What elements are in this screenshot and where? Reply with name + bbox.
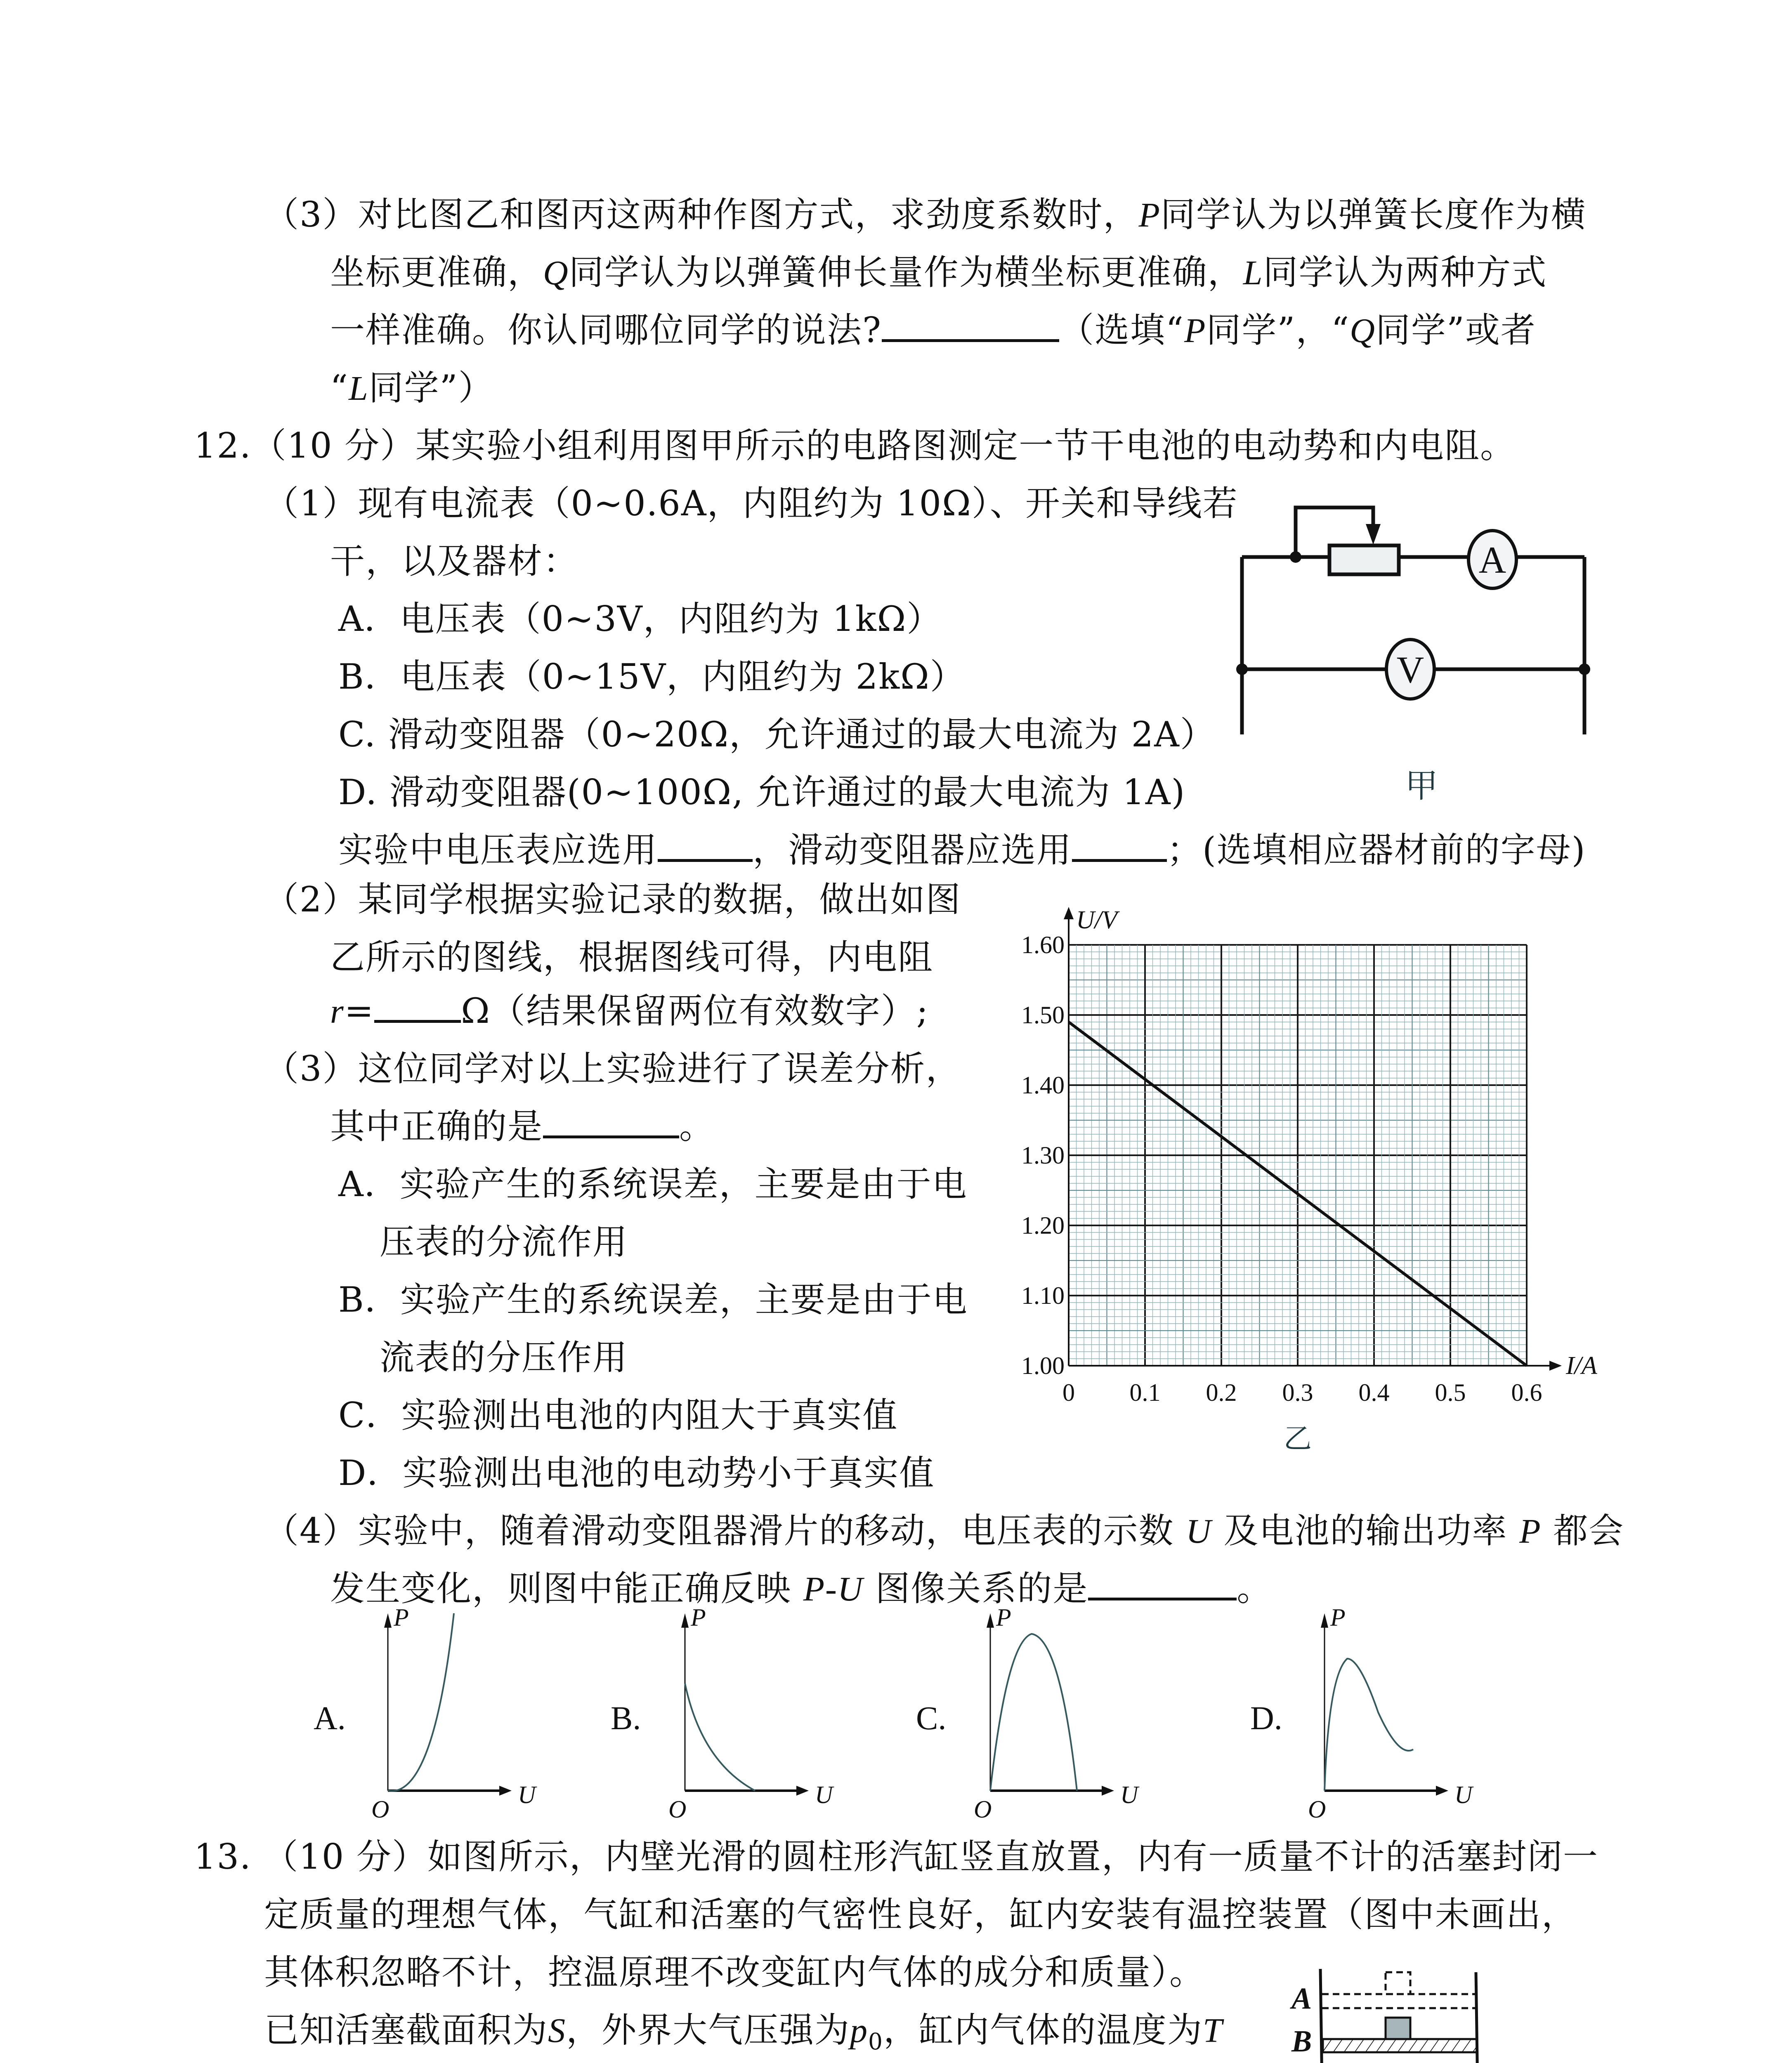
p-axis-label: P xyxy=(996,1609,1011,1631)
y-axis-label: U/V xyxy=(1076,906,1117,934)
q13-line2: 定质量的理想气体，气缸和活塞的气密性良好，缸内安装有温控装置（图中未画出， xyxy=(264,1894,1577,1935)
q12-option-c: C. 滑动变阻器（0~20Ω，允许通过的最大电流为 2A） xyxy=(338,714,1216,755)
u-axis-label: U xyxy=(1120,1781,1138,1808)
ammeter-label: A xyxy=(1478,539,1506,581)
junction-dot xyxy=(1290,551,1301,563)
q12-part3-line1: （3）这位同学对以上实验进行了误差分析， xyxy=(264,1048,961,1089)
q12-part1-line1: （1）现有电流表（0~0.6A，内阻约为 10Ω）、开关和导线若 xyxy=(264,483,1238,524)
y-axis-arrow-icon xyxy=(1064,907,1074,919)
q12-part3-option-a: A．实验产生的系统误差，主要是由于电 xyxy=(338,1164,968,1204)
circuit-caption: 甲 xyxy=(1405,767,1438,805)
rheostat-answer-blank[interactable] xyxy=(1072,830,1167,862)
y-tick-label: 1.10 xyxy=(1021,1282,1065,1309)
q12-part2-line1: （2）某同学根据实验记录的数据，做出如图 xyxy=(264,879,961,920)
q13-line3: 其体积忽略不计，控温原理不改变缸内气体的成分和质量）。 xyxy=(264,1952,1205,1992)
q12-part3-option-b-cont: 流表的分压作用 xyxy=(380,1337,628,1378)
x-tick-label: 0.2 xyxy=(1206,1379,1237,1406)
y-tick-label: 1.60 xyxy=(1021,931,1065,958)
x-tick-label: 0.6 xyxy=(1511,1379,1542,1406)
choice-graph xyxy=(363,1609,578,1824)
circuit-diagram xyxy=(1213,466,1609,734)
q12-part2-line2: 乙所示的图线，根据图线可得，内电阻 xyxy=(330,937,934,977)
p-axis-label: P xyxy=(691,1609,706,1631)
answer-blank[interactable] xyxy=(882,310,1059,342)
u-i-chart xyxy=(982,904,1626,1456)
resistance-answer-blank[interactable] xyxy=(374,991,461,1023)
x-tick-label: 0.3 xyxy=(1282,1379,1313,1406)
q12-part3-option-b: B．实验产生的系统误差，主要是由于电 xyxy=(338,1279,968,1320)
q11-part3-line2: 坐标更准确，Q同学认为以弹簧伸长量作为横坐标更准确，L同学认为两种方式 xyxy=(330,252,1547,293)
rheostat-body xyxy=(1329,545,1399,574)
u-axis-label: U xyxy=(518,1781,536,1808)
choice-graph xyxy=(1300,1609,1514,1824)
x-axis-label: I/A xyxy=(1566,1352,1597,1380)
u-axis-arrow-icon xyxy=(796,1786,809,1796)
pu-choice-c[interactable] xyxy=(916,1609,1205,1824)
q12-option-a: A．电压表（0~3V，内阻约为 1kΩ） xyxy=(338,599,942,639)
pu-choice-d[interactable] xyxy=(1250,1609,1539,1824)
q12-part4-line2: 发生变化，则图中能正确反映 P-U 图像关系的是 。 xyxy=(330,1568,1273,1609)
p-axis-arrow-icon xyxy=(1321,1613,1328,1628)
u-axis-arrow-icon xyxy=(499,1786,512,1796)
choice-label: B. xyxy=(611,1700,641,1737)
x-tick-label: 0.1 xyxy=(1129,1379,1161,1406)
y-tick-label: 1.30 xyxy=(1021,1142,1065,1169)
x-axis-arrow-icon xyxy=(1549,1361,1562,1371)
q12-part4-line1: （4）实验中，随着滑动变阻器滑片的移动，电压表的示数 U 及电池的输出功率 P 都会 xyxy=(264,1511,1624,1551)
origin-label: O xyxy=(371,1796,390,1823)
q13-line1: 13. （10 分）如图所示，内壁光滑的圆柱形汽缸竖直放置，内有一质量不计的活塞封闭一 xyxy=(194,1836,1598,1877)
chart-labels xyxy=(1076,906,1598,1454)
choice-graph xyxy=(660,1609,875,1824)
q12-part3-option-a-cont: 压表的分流作用 xyxy=(380,1222,628,1262)
x-tick-label: 0.4 xyxy=(1358,1379,1390,1406)
pu-curve xyxy=(1325,1659,1413,1791)
choice-label: D. xyxy=(1250,1700,1282,1737)
voltmeter-answer-blank[interactable] xyxy=(658,830,753,862)
origin-label: O xyxy=(1308,1796,1326,1823)
q12-option-d: D. 滑动变阻器(0~100Ω, 允许通过的最大电流为 1A) xyxy=(338,772,1186,812)
y-tick-label: 1.40 xyxy=(1021,1072,1065,1099)
y-tick-label: 1.50 xyxy=(1021,1001,1065,1029)
q12-part1-fill: 实验中电压表应选用 ，滑动变阻器应选用 ；(选填相应器材前的字母) xyxy=(338,830,1586,870)
u-axis-label: U xyxy=(815,1781,833,1808)
voltmeter-label: V xyxy=(1396,649,1424,691)
u-axis-label: U xyxy=(1454,1781,1473,1808)
p-axis-label: P xyxy=(1330,1609,1346,1631)
p-axis-arrow-icon xyxy=(384,1613,392,1628)
junction-dot xyxy=(1579,663,1590,675)
u-axis-arrow-icon xyxy=(1102,1786,1114,1796)
q12-part3-option-d: D．实验测出电池的电动势小于真实值 xyxy=(338,1453,935,1493)
q11-part3-line4: “L同学”） xyxy=(330,368,494,408)
choice-label: A. xyxy=(314,1700,346,1737)
u-axis-arrow-icon xyxy=(1436,1786,1448,1796)
q12-option-b: B．电压表（0~15V，内阻约为 2kΩ） xyxy=(338,656,966,697)
pu-choice-a[interactable] xyxy=(314,1609,602,1824)
p-axis-label: P xyxy=(394,1609,409,1631)
q13-p1: 已知活塞截面积为S，外界大气压强为$p_0$，缸内气体的温度为T xyxy=(264,2010,1223,2055)
origin-label: O xyxy=(974,1796,992,1823)
chart-grid xyxy=(1064,907,1562,1371)
p-axis-arrow-icon xyxy=(987,1613,994,1628)
q11-part3-line1: （3）对比图乙和图丙这两种作图方式，求劲度系数时，P同学认为以弹簧长度作为横 xyxy=(264,194,1587,235)
y-tick-label: 1.20 xyxy=(1021,1212,1065,1239)
q12-part3-option-c: C．实验测出电池的内阻大于真实值 xyxy=(338,1395,898,1435)
slider-arrow-icon xyxy=(1366,524,1381,545)
pu-choice-b[interactable] xyxy=(611,1609,900,1824)
y-tick-label: 1.00 xyxy=(1021,1352,1065,1379)
initial-mass-dashed xyxy=(1386,1972,1410,1994)
pu-curve xyxy=(990,1634,1077,1791)
q11-part3-line3: 一样准确。你认同哪位同学的说法? （选填“P同学”，“Q同学”或者 xyxy=(330,310,1536,350)
label-a: A xyxy=(1291,1982,1312,2016)
cylinder-figure xyxy=(1287,1964,1609,2063)
q12-part3-line2: 其中正确的是 。 xyxy=(330,1106,715,1147)
q12-part1-line2: 干，以及器材： xyxy=(330,541,579,581)
label-b: B xyxy=(1291,2025,1312,2058)
junction-dot xyxy=(1236,663,1248,675)
q12-part2-line3: r= Ω（结果保留两位有效数字）; xyxy=(330,991,929,1031)
q12-stem: 12.（10 分）某实验小组利用图甲所示的电路图测定一节干电池的电动势和内电阻。 xyxy=(194,425,1516,466)
graph-answer-blank[interactable] xyxy=(1088,1569,1237,1600)
choice-label: C. xyxy=(916,1700,947,1737)
error-answer-blank[interactable] xyxy=(543,1107,679,1138)
choice-graph xyxy=(966,1609,1180,1824)
chart-caption: 乙 xyxy=(1283,1423,1312,1454)
p-axis-arrow-icon xyxy=(681,1613,689,1628)
piston xyxy=(1323,2039,1477,2052)
pu-curve xyxy=(388,1613,454,1791)
mass-block xyxy=(1386,2018,1410,2039)
x-tick-label: 0.5 xyxy=(1435,1379,1466,1406)
x-tick-label: 0 xyxy=(1062,1379,1075,1406)
pu-curve xyxy=(685,1683,755,1791)
origin-label: O xyxy=(668,1796,687,1823)
